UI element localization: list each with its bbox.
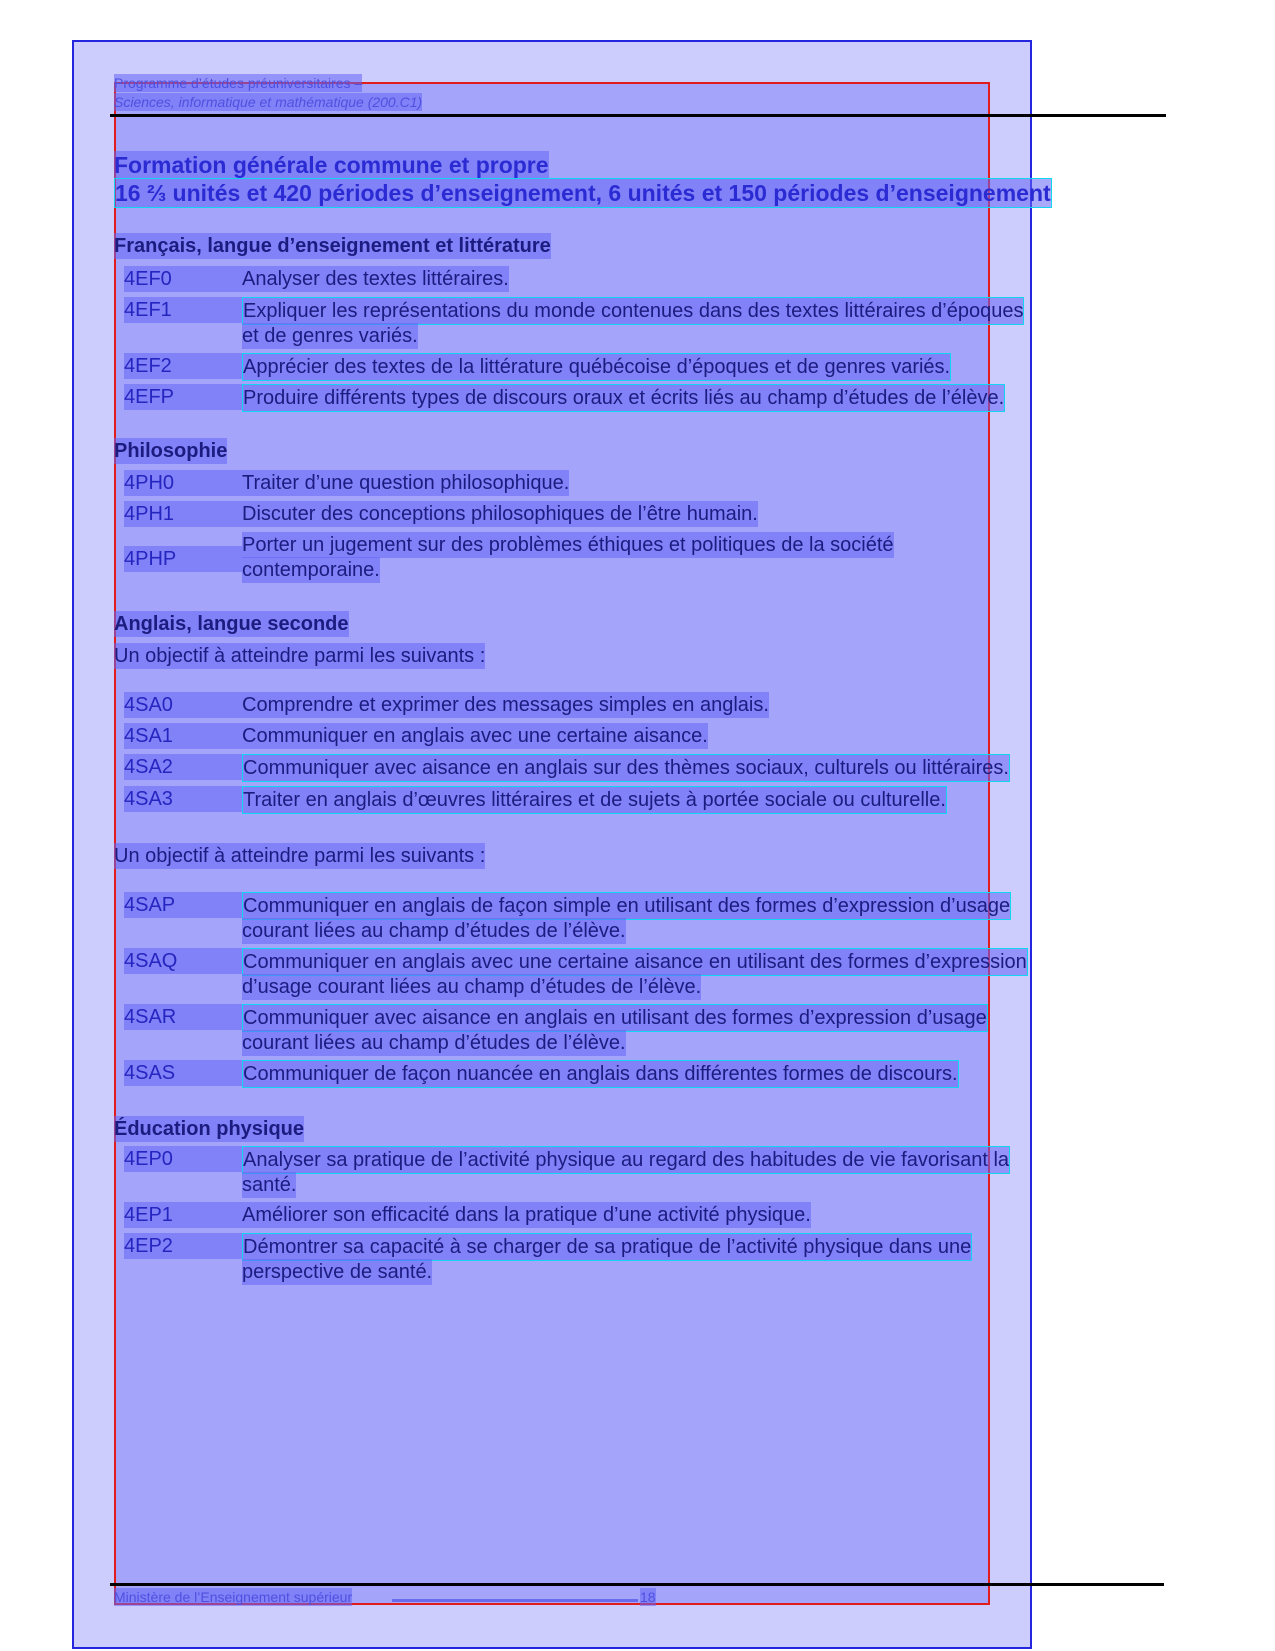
course-description: Communiquer en anglais avec une certaine aisance. [242,725,708,747]
course-description-cont: courant liées au champ d’études de l’élève. [242,920,626,942]
course-description-cont: courant liées au champ d’études de l’élève. [242,1032,626,1054]
course-description: Traiter en anglais d’œuvres littéraires et de sujets à portée sociale ou culturelle. [242,786,947,814]
section-heading-francais: Français, langue d’enseignement et littérature [114,235,551,257]
course-code: 4SAR [124,1004,242,1030]
course-description: Communiquer en anglais de façon simple en utilisant des formes d’expression d’usage [242,892,1011,920]
course-description-cont: santé. [242,1174,297,1196]
course-code: 4SA2 [124,754,242,780]
course-code: 4PH1 [124,501,242,527]
course-description: Démontrer sa capacité à se charger de sa pratique de l’activité physique dans une [242,1233,972,1261]
course-description: Porter un jugement sur des problèmes éthiques et politiques de la société [242,534,894,556]
course-description: Communiquer de façon nuancée en anglais dans différentes formes de discours. [242,1060,959,1088]
footer-ministry: Ministère de l’Enseignement supérieur [114,1589,353,1605]
course-code: 4EP0 [124,1146,242,1172]
course-code: 4EF2 [124,353,242,379]
header-rule [110,114,1166,117]
course-code: 4SAQ [124,948,242,974]
course-description-cont: contemporaine. [242,559,380,581]
section-heading-anglais: Anglais, langue seconde [114,613,349,635]
course-description: Analyser des textes littéraires. [242,268,509,290]
page-title-line1: Formation générale commune et propre [114,152,549,178]
course-description: Apprécier des textes de la littérature québécoise d’époques et de genres variés. [242,353,951,381]
objective-intro: Un objectif à atteindre parmi les suivants : [114,845,486,867]
course-description: Analyser sa pratique de l’activité physique au regard des habitudes de vie favorisant la [242,1146,1010,1174]
course-code: 4PH0 [124,470,242,496]
course-description: Produire différents types de discours oraux et écrits liés au champ d’études de l’élève. [242,384,1005,412]
footer-rule [110,1583,1164,1586]
running-header-line2: Sciences, informatique et mathématique (200.C1) [114,94,423,110]
objective-intro: Un objectif à atteindre parmi les suivants : [114,645,486,667]
course-description-cont: perspective de santé. [242,1261,433,1283]
section-heading-philosophie: Philosophie [114,440,228,462]
course-code: 4EFP [124,384,242,410]
course-code: 4SAS [124,1060,242,1086]
course-description: Discuter des conceptions philosophiques de l’être humain. [242,503,758,525]
section-heading-education-physique: Éducation physique [114,1118,305,1140]
course-description-cont: d’usage courant liées au champ d’études de l’élève. [242,976,702,998]
page-title-line2: 16 ⅔ unités et 420 périodes d’enseignement, 6 unités et 150 périodes d’enseignement [115,180,1051,206]
course-description: Expliquer les représentations du monde contenues dans des textes littéraires d’époques [242,297,1024,325]
course-description-cont: et de genres variés. [242,325,418,347]
course-description: Communiquer en anglais avec une certaine aisance en utilisant des formes d’expression [242,948,1028,976]
course-code: 4PHP [124,546,242,572]
course-code: 4EF1 [124,297,242,323]
page-number: 18 [640,1589,656,1605]
course-code: 4SA3 [124,786,242,812]
running-header-line1: Programme d’études préuniversitaires – [114,75,363,91]
course-code: 4EF0 [124,266,242,292]
course-description: Communiquer avec aisance en anglais en utilisant des formes d’expression d’usage [242,1004,988,1032]
course-description: Communiquer avec aisance en anglais sur des thèmes sociaux, culturels ou littéraires. [242,754,1010,782]
course-code: 4EP2 [124,1233,242,1259]
course-code: 4EP1 [124,1202,242,1228]
course-description: Traiter d’une question philosophique. [242,472,570,494]
course-code: 4SA0 [124,692,242,718]
course-description: Comprendre et exprimer des messages simples en anglais. [242,694,769,716]
footer-underline [392,1599,638,1602]
course-code: 4SAP [124,892,242,918]
course-description: Améliorer son efficacité dans la pratique d’une activité physique. [242,1204,811,1226]
course-code: 4SA1 [124,723,242,749]
